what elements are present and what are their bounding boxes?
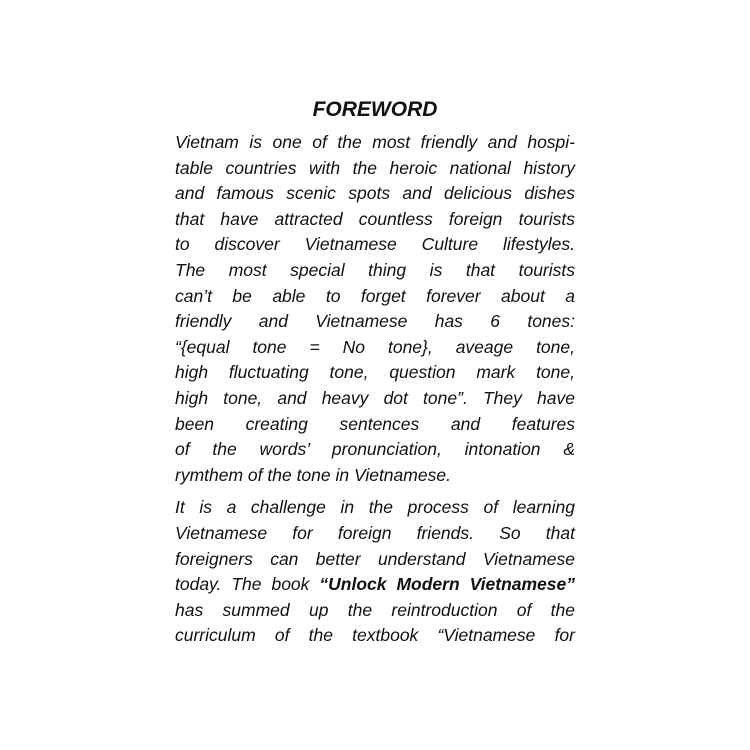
text-line: been creating sentences and features: [175, 413, 575, 434]
page-title: FOREWORD: [312, 98, 438, 121]
text-line: table countries with the heroic national history: [175, 157, 575, 178]
text-line: friendly and Vietnamese has 6 tones:: [175, 311, 575, 332]
text-line: high tone, and heavy dot tone”. They have: [175, 387, 575, 408]
body-text: [175, 130, 575, 649]
text-line: high fluctuating tone, question mark tone,: [175, 362, 575, 383]
text-line: to discover Vietnamese Culture lifestyles.: [175, 234, 575, 255]
text-line: It is a challenge in the process of learning: [175, 497, 575, 518]
text-line: of the words’ pronunciation, intonation &: [175, 439, 575, 460]
text-line: Vietnam is one of the most friendly and hospi-: [175, 132, 575, 152]
text-line: curriculum of the textbook “Vietnamese for: [175, 625, 575, 646]
text-line: foreigners can better understand Vietnamese: [175, 548, 575, 569]
text-line: “{equal tone = No tone}, aveage tone,: [175, 336, 575, 357]
text-fragment: today. The book: [175, 574, 320, 595]
text-line: The most special thing is that tourists: [175, 259, 575, 280]
paragraph-2: [175, 495, 575, 649]
text-line: and famous scenic spots and delicious dishes: [175, 183, 575, 204]
text-line: rymthem of the tone in Vietnamese.: [175, 464, 451, 485]
text-line: Vietnamese for foreign friends. So that: [175, 522, 575, 543]
text-line-with-book-title: [175, 572, 575, 598]
text-line: has summed up the reintroduction of the: [175, 599, 575, 620]
text-line: can’t be able to forget forever about a: [175, 285, 575, 306]
text-line: that have attracted countless foreign tourists: [175, 208, 575, 229]
book-title: “Unlock Modern Vietnamese”: [319, 574, 575, 595]
paragraph-1: [175, 130, 575, 488]
